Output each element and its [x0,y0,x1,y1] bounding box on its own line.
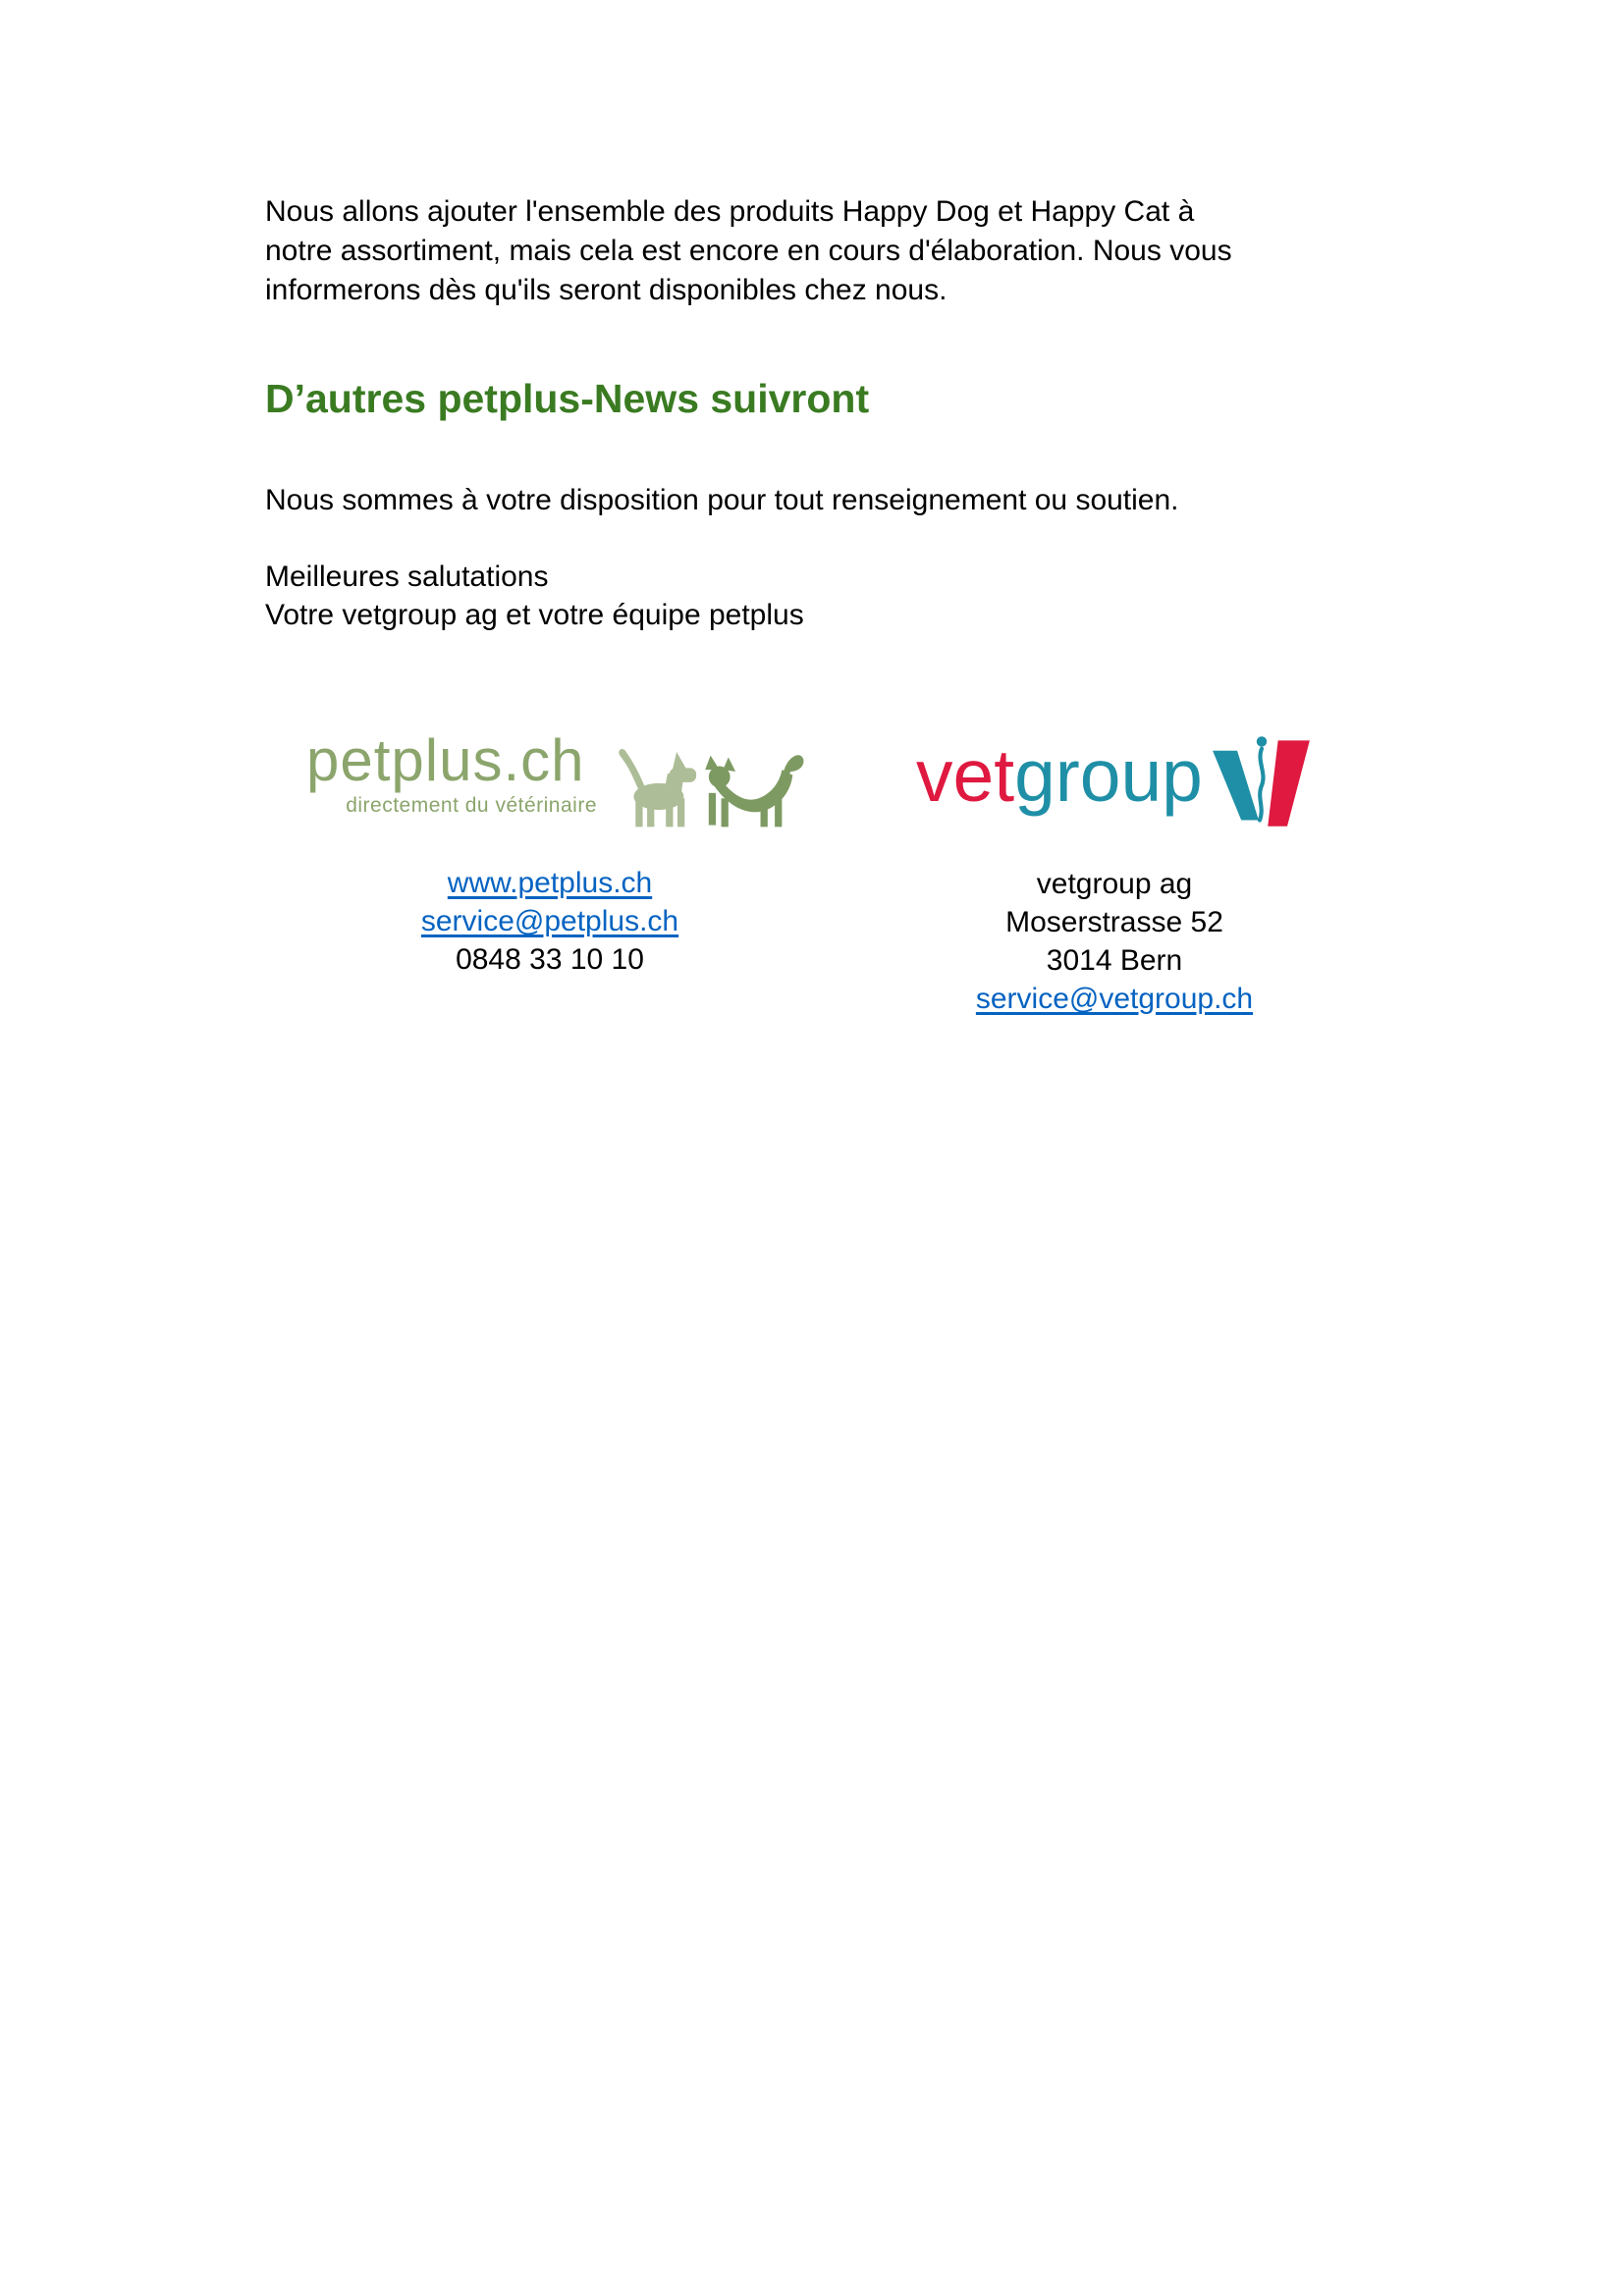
vetgroup-logo [916,726,1313,836]
petplus-animals-graphic [609,742,805,840]
vetgroup-wordmark-vet: vet [916,734,1015,817]
petplus-website-link[interactable]: www.petplus.ch [447,867,653,899]
vetgroup-street: Moserstrasse 52 [1005,906,1223,938]
text-line: informerons dès qu'ils seront disponibles chez nous. [265,274,947,306]
vetgroup-wordmark [916,726,1203,825]
text-line: Votre vetgroup ag et votre équipe petplus [265,599,804,631]
petplus-phone: 0848 33 10 10 [456,943,644,976]
petplus-contact-block [265,864,835,979]
vetgroup-v-icon [1211,734,1313,828]
petplus-email-link[interactable]: service@petplus.ch [420,905,679,937]
section-heading: D’autres petplus-News suivront [265,376,870,421]
vetgroup-contact-block [835,865,1394,1018]
text-line: Meilleures salutations [265,561,549,593]
petplus-tagline: directement du vétérinaire [346,794,597,817]
intro-paragraph [265,192,1375,310]
petplus-wordmark: petplus.ch [306,727,585,793]
vetgroup-company: vetgroup ag [1036,868,1193,900]
petplus-wordmark-block [306,728,603,818]
dog-icon [619,749,696,827]
support-paragraph: Nous sommes à votre disposition pour tout renseignement ou soutien. [265,484,1179,516]
text-line: notre assortiment, mais cela est encore en cours d'élaboration. Nous vous [265,235,1232,267]
closing-paragraph [265,558,1404,634]
vetgroup-email-link[interactable]: service@vetgroup.ch [975,983,1254,1015]
vetgroup-city: 3014 Bern [1046,944,1183,977]
vetgroup-wordmark-group: group [1014,734,1203,817]
text-line: Nous allons ajouter l'ensemble des produits Happy Dog et Happy Cat à [265,195,1195,228]
petplus-logo [306,728,817,844]
cat-icon [705,755,803,827]
